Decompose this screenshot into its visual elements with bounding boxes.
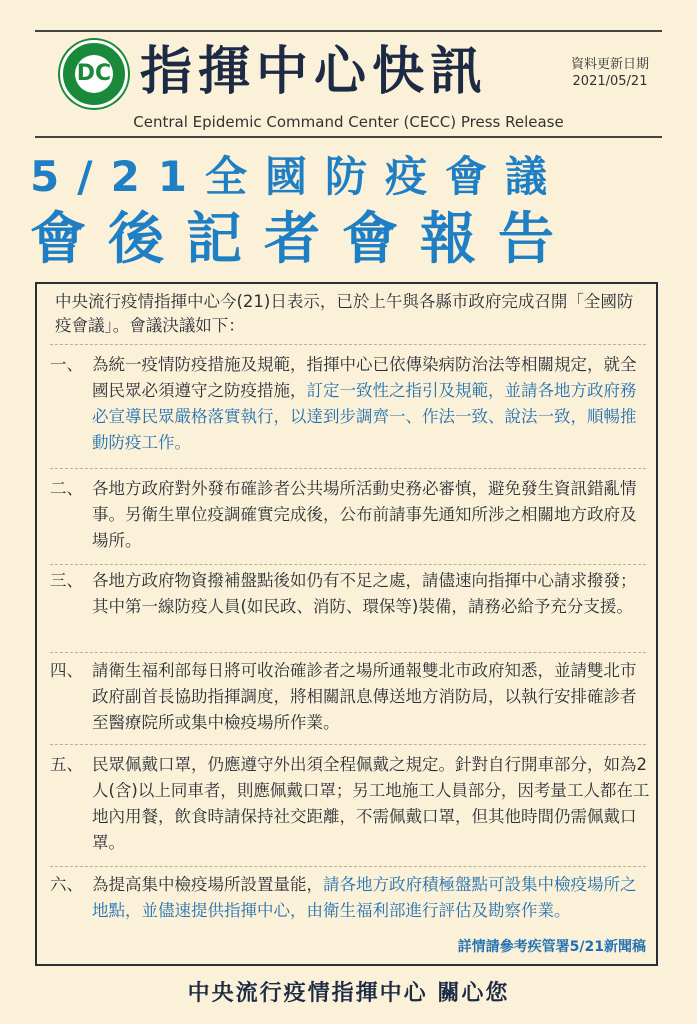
cdc-logo xyxy=(60,40,128,108)
separator xyxy=(50,564,646,565)
reference-note: 詳情請參考疾管署5/21新聞稿 xyxy=(457,939,646,955)
item-text: 各地方政府物資撥補盤點後如仍有不足之處，請儘速向指揮中心請求撥發；其中第一線防疫人員(如民政、消防、環保等)裝備，請務必給予充分支援。 xyxy=(92,571,637,616)
list-item xyxy=(50,568,650,620)
headline-line-2: 會後記者會報告 xyxy=(30,207,576,272)
list-item xyxy=(50,476,650,554)
item-number: 三、 xyxy=(50,571,83,590)
list-item xyxy=(50,872,650,924)
item-number: 四、 xyxy=(50,661,83,680)
item-text: 請衛生福利部每日將可收治確診者之場所通報雙北市政府知悉，並請雙北市政府副首長協助指揮調度，將相關訊息傳送地方消防局，以執行安排確診者至醫療院所或集中檢疫場所作業。 xyxy=(92,661,637,732)
intro-text: 中央流行疫情指揮中心今(21)日表示，已於上午與各縣市政府完成召開「全國防疫會議」。會議決議如下： xyxy=(55,292,634,335)
footer-text: 中央流行疫情指揮中心 關心您 xyxy=(187,981,510,1006)
separator xyxy=(50,344,646,345)
item-text: 為統一疫情防疫措施及規範，指揮中心已依傳染病防治法等相關規定，就全國民眾必須遵守之防疫措施，訂定一致性之指引及規範，並請各地方政府務必宣導民眾嚴格落實執行，以達到步調齊一、作法一致、說法一致，順暢推動防疫工作。 xyxy=(92,355,637,452)
update-date: 2021/05/21 xyxy=(572,74,648,89)
item-text: 為提高集中檢疫場所設置量能，請各地方政府積極盤點可設集中檢疫場所之地點，並儘速提供指揮中心，由衛生福利部進行評估及勘察作業。 xyxy=(92,875,637,920)
item-number: 六、 xyxy=(50,875,83,894)
headline-line-1: 5/21全國防疫會議 xyxy=(30,152,566,201)
item-text: 民眾佩戴口罩，仍應遵守外出須全程佩戴之規定。針對自行開車部分，如為2人(含)以上同車者，則應佩戴口罩；另工地施工人員部分，因考量工人都在工地內用餐，飲食時請保持社交距離，不需佩戴口罩，但其他時間仍需佩戴口罩。 xyxy=(92,755,650,852)
separator xyxy=(50,744,646,745)
list-item xyxy=(50,752,650,856)
update-date-block xyxy=(558,56,662,90)
list-item xyxy=(50,658,650,736)
separator xyxy=(50,652,646,653)
separator xyxy=(50,866,646,867)
item-text: 各地方政府對外發布確診者公共場所活動史務必審慎，避免發生資訊錯亂情事。另衛生單位疫調確實完成後，公布前請事先通知所涉之相關地方政府及場所。 xyxy=(92,479,637,550)
item-number: 一、 xyxy=(50,355,83,374)
separator xyxy=(50,468,646,469)
item-number: 五、 xyxy=(50,755,83,774)
page-title: 指揮中心快訊 xyxy=(140,42,489,102)
list-item xyxy=(50,352,650,456)
english-subtitle: Central Epidemic Command Center (CECC) Press Release xyxy=(133,113,564,131)
update-label: 資料更新日期 xyxy=(570,57,649,72)
item-number: 二、 xyxy=(50,479,83,498)
cdc-logo-mark: DC xyxy=(75,55,113,93)
